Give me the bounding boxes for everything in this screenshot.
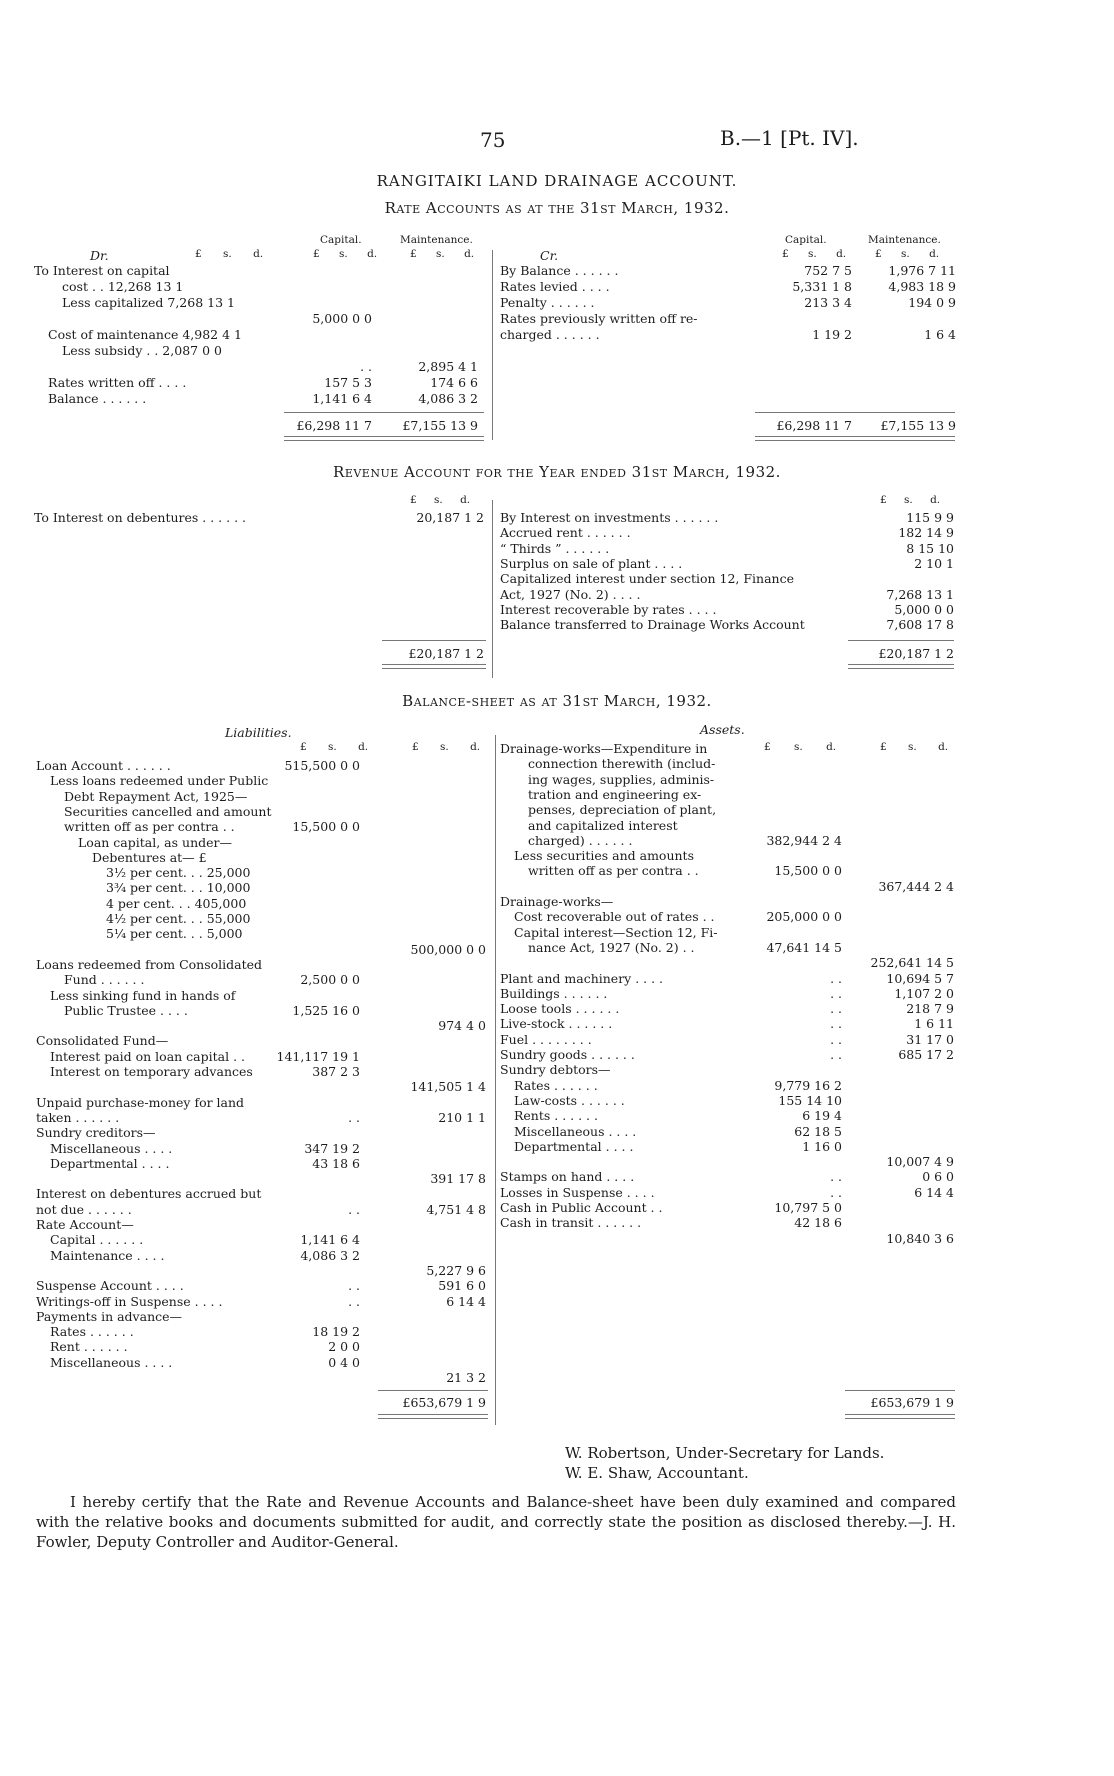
asset-total-double-rule [845,1414,955,1419]
liability-row-label: Departmental . . . . [50,1155,170,1171]
revenue-right-row [0,525,1114,540]
asset-row-label: Buildings . . . . . . [500,985,608,1001]
revenue-right-row-label: Balance transferred to Drainage Works Account [500,617,805,633]
liability-row-amount: . . [348,1293,360,1309]
dr-label: Dr. [90,248,109,263]
revenue-right-row-label: Accrued rent . . . . . . [500,525,631,541]
asset-lsd-a: £ s. d. [764,741,837,753]
rate-left-rule [284,412,484,413]
liability-row-label: Public Trustee . . . . [64,1002,188,1018]
revenue-right-row-amount: 7,608 17 8 [886,617,954,633]
rate-left-row-label: To Interest on capital [34,263,170,278]
revenue-right-row-amount: 8 15 10 [906,540,954,556]
asset-row-amount: . . [830,1184,842,1200]
rate-left-row [0,359,490,374]
rate-left-maint-header: Maintenance. [400,234,473,246]
liability-row-label: 5¼ per cent. . . 5,000 [106,926,243,942]
assets-label: Assets. [700,722,745,737]
asset-row-subtotal: 6 14 4 [914,1184,954,1200]
liability-row [0,1339,490,1354]
rate-right-total-maint: £7,155 13 9 [880,418,956,433]
asset-row-label: Cash in Public Account . . [500,1200,663,1215]
liability-row-label: Maintenance . . . . [50,1247,165,1263]
liability-row-label: Miscellaneous . . . . [50,1354,173,1370]
rate-right-row [0,263,1114,278]
asset-row-label: penses, depreciation of plant, [528,802,717,818]
revenue-right-row-amount: 7,268 13 1 [886,586,954,602]
liab-total-rule [378,1390,488,1391]
liability-row-label: not due . . . . . . [36,1201,132,1217]
asset-row-label: Departmental . . . . [514,1138,634,1154]
revenue-right-row [0,617,1114,632]
liability-row-amount: 347 19 2 [304,1140,360,1156]
revenue-right-row-amount: 182 14 9 [898,525,954,541]
asset-row-label: Cash in transit . . . . . . [500,1215,642,1231]
rate-left-row-capital: 1,141 6 4 [312,391,372,406]
liability-row-label: Debt Repayment Act, 1925— [64,788,248,804]
asset-row [0,1047,1114,1062]
rate-left-row [0,375,490,390]
revenue-right-row-amount: 2 10 1 [914,555,954,571]
liab-total: £653,679 1 9 [402,1395,486,1410]
liability-row-amount: 2 0 0 [328,1339,360,1355]
asset-row [0,772,1114,787]
rate-right-rule [755,412,955,413]
liability-row-label: 4½ per cent. . . 55,000 [106,911,251,926]
rate-left-lsd: £ s. d. [195,248,264,260]
asset-row-label: charged) . . . . . . [528,832,633,848]
asset-row [0,925,1114,940]
asset-row [0,756,1114,771]
liab-lsd-b: £ s. d. [412,741,481,753]
liability-row-label: Payments in advance— [36,1308,183,1324]
asset-row-label: ing wages, supplies, adminis- [528,771,715,787]
liability-row [0,1370,490,1385]
liability-row-label: Unpaid purchase-money for land [36,1094,245,1110]
asset-row-subtotal: 367,444 2 4 [878,878,954,894]
audit-certificate: I hereby certify that the Rate and Revenue Accounts and Balance-sheet have been duly examined and compared with the relative books and documents submitted for audit, and correctly state the position as disclosed thereby.—J. H. Fowler, Deputy Controller and Auditor-General. [36,1493,956,1551]
liability-row-amount: 515,500 0 0 [284,758,360,773]
asset-row [0,818,1114,833]
rate-right-row-maintenance: 4,983 18 9 [888,279,956,294]
asset-row-label: nance Act, 1927 (No. 2) . . [528,939,695,955]
liability-row-label: Sundry creditors— [36,1125,156,1141]
asset-row-subtotal: 1,107 2 0 [894,985,954,1001]
liability-row-label: Rate Account— [36,1217,134,1232]
asset-row-subtotal: 1 6 11 [914,1016,954,1032]
rate-right-row-capital: 1 19 2 [812,327,852,342]
asset-row [0,879,1114,894]
rate-left-row-label: cost . . 12,268 13 1 [62,279,184,294]
liability-row-subtotal: 391 17 8 [430,1171,486,1187]
asset-row-amount: 10,797 5 0 [774,1200,842,1215]
liability-row-subtotal: 500,000 0 0 [410,941,486,957]
asset-row-amount: 62 18 5 [794,1123,842,1139]
liability-row [0,1324,490,1339]
liability-row-amount: . . [348,1278,360,1294]
liability-row-subtotal: 141,505 1 4 [410,1079,486,1095]
rate-left-row [0,391,490,406]
revenue-right-total: £20,187 1 2 [878,646,954,661]
asset-row-label: Rates . . . . . . [514,1077,598,1093]
rate-left-row-capital: 5,000 0 0 [312,311,372,326]
rate-heading: Rate Accounts as at the 31st March, 1932. [384,199,730,217]
liability-row [0,1278,490,1293]
liability-row-amount: . . [348,1201,360,1217]
asset-row [0,1139,1114,1154]
asset-row-amount: . . [830,1016,842,1032]
liability-row-amount: 387 2 3 [312,1064,360,1079]
rate-left-total-maint: £7,155 13 9 [402,418,478,433]
liability-row-label: Less loans redeemed under Public [50,773,269,789]
rate-right-cap-lsd: £ s. d. [782,248,847,260]
rate-left-row-maintenance: 2,895 4 1 [418,359,478,374]
liability-row-label: Capital . . . . . . [50,1232,144,1248]
liability-row-label: Interest on temporary advances [50,1064,253,1079]
revenue-right-row-amount: 115 9 9 [906,510,954,525]
asset-row-label: tration and engineering ex- [528,786,702,802]
revenue-right-row [0,541,1114,556]
revenue-right-row-label: By Interest on investments . . . . . . [500,510,719,525]
asset-row [0,971,1114,986]
asset-row [0,848,1114,863]
rate-left-double-rule [284,436,484,441]
liability-row-label: Interest on debentures accrued but [36,1186,262,1202]
liability-row-subtotal: 974 4 0 [438,1018,486,1034]
revenue-right-row [0,571,1114,586]
liability-row-label: taken . . . . . . [36,1109,120,1125]
liability-row-amount: 43 18 6 [312,1155,360,1171]
liability-row-amount: 141,117 19 1 [276,1048,360,1064]
liability-row [0,1309,490,1324]
rate-right-maint-lsd: £ s. d. [875,248,940,260]
rate-left-row-maintenance: 4,086 3 2 [418,391,478,406]
revenue-right-double-rule [848,664,954,669]
liability-row-label: Debentures at— £ [92,849,207,865]
revenue-right-row-label: Surplus on sale of plant . . . . [500,555,683,571]
rate-right-maint-header: Maintenance. [868,234,941,246]
liability-row-label: 4 per cent. . . 405,000 [106,895,247,911]
rate-right-row [0,311,1114,326]
asset-row-label: Sundry debtors— [500,1062,611,1078]
revenue-right-row [0,587,1114,602]
revenue-left-lsd: £ s. d. [410,494,471,506]
asset-row-amount: 155 14 10 [778,1092,842,1108]
liability-row-label: Securities cancelled and amount [64,803,272,819]
revenue-left-row-amount: 20,187 1 2 [416,510,484,525]
rate-left-capital-header: Capital. [320,234,362,246]
liability-row-amount: 15,500 0 0 [292,819,360,835]
liability-row-amount: . . [348,1109,360,1125]
liability-row-label: Loans redeemed from Consolidated [36,956,263,972]
liability-row-amount: 4,086 3 2 [300,1247,360,1263]
asset-row [0,940,1114,955]
rate-left-row-label: Less subsidy . . 2,087 0 0 [62,343,222,358]
asset-row-subtotal: 31 17 0 [906,1031,954,1047]
asset-row-amount: 15,500 0 0 [774,863,842,879]
liability-row [0,1263,490,1278]
asset-row-label: Capital interest—Section 12, Fi- [514,924,718,940]
rate-right-row [0,327,1114,342]
rate-right-row-maintenance: 194 0 9 [908,295,956,310]
asset-row-amount: 47,641 14 5 [766,939,842,955]
rate-left-row-capital: 157 5 3 [324,375,372,390]
asset-row-subtotal: 10,840 3 6 [886,1230,954,1246]
rate-left-maint-lsd: £ s. d. [410,248,475,260]
rate-right-total-row [0,418,1114,433]
asset-row-amount: . . [830,1169,842,1185]
asset-row-amount: 1 16 0 [802,1138,842,1154]
asset-row [0,1185,1114,1200]
liability-row-label: 3½ per cent. . . 25,000 [106,865,251,881]
asset-total: £653,679 1 9 [870,1395,954,1410]
asset-row [0,1215,1114,1230]
asset-row [0,1078,1114,1093]
liability-row-amount: 18 19 2 [312,1324,360,1340]
asset-row [0,1032,1114,1047]
asset-row [0,1108,1114,1123]
revenue-right-row-label: Act, 1927 (No. 2) . . . . [500,586,641,602]
asset-row [0,1169,1114,1187]
rate-right-row-label: Penalty . . . . . . [500,295,595,310]
asset-row [0,1016,1114,1034]
revenue-right-row [0,602,1114,617]
page-reference: B.—1 [Pt. IV]. [720,126,859,150]
liability-row-label: Fund . . . . . . [64,972,145,988]
liability-row-subtotal: 591 6 0 [438,1278,486,1294]
liabilities-label: Liabilities. [225,725,292,740]
rate-left-row [0,343,490,358]
revenue-heading: Revenue Account for the Year ended 31st March, 1932. [333,463,781,481]
rate-right-row-maintenance: 1,976 7 11 [888,263,956,278]
asset-row-label: Cost recoverable out of rates . . [514,909,715,925]
asset-row [0,1200,1114,1215]
asset-row [0,1062,1114,1077]
asset-row-label: Losses in Suspense . . . . [500,1184,655,1200]
asset-row [0,1124,1114,1139]
rate-right-double-rule [755,436,955,441]
revenue-right-row-label: Capitalized interest under section 12, Finance [500,571,795,587]
signature-robertson: W. Robertson, Under-Secretary for Lands. [565,1444,885,1462]
revenue-right-row-label: “ Thirds ” . . . . . . [500,540,610,556]
document-title: RANGITAIKI LAND DRAINAGE ACCOUNT. [376,172,738,190]
liability-row-label: Loan Account . . . . . . [36,758,171,773]
rate-right-row [0,295,1114,310]
asset-row-label: Live-stock . . . . . . [500,1016,613,1032]
asset-row [0,986,1114,1001]
rate-right-row-capital: 5,331 1 8 [792,279,852,294]
asset-row-amount: 205,000 0 0 [766,909,842,925]
liab-total-double-rule [378,1414,488,1419]
liability-row-amount: 1,141 6 4 [300,1232,360,1248]
liability-row-label: written off as per contra . . [64,819,235,835]
liability-row-amount: 0 4 0 [328,1354,360,1370]
rate-left-total-capital: £6,298 11 7 [296,418,372,433]
revenue-right-row [0,556,1114,571]
liability-row-subtotal: 6 14 4 [446,1293,486,1309]
liability-row-label: Suspense Account . . . . [36,1278,184,1294]
asset-row-amount: 6 19 4 [802,1108,842,1124]
signature-shaw: W. E. Shaw, Accountant. [565,1464,749,1482]
rate-right-row-label: By Balance . . . . . . [500,263,619,278]
asset-row-label: connection therewith (includ- [528,756,716,772]
cr-label: Cr. [540,248,559,263]
liability-row-amount: 1,525 16 0 [292,1002,360,1018]
asset-row-label: Drainage-works— [500,894,614,909]
revenue-right-lsd: £ s. d. [880,494,941,506]
liability-row [0,1355,490,1370]
liab-lsd-a: £ s. d. [300,741,369,753]
rate-right-row-capital: 213 3 4 [804,295,852,310]
asset-row [0,863,1114,881]
asset-row [0,1001,1114,1016]
asset-row-label: Plant and machinery . . . . [500,970,664,986]
liability-row-subtotal: 5,227 9 6 [426,1262,486,1278]
asset-row [0,741,1114,756]
asset-row-label: Law-costs . . . . . . [514,1092,625,1108]
rate-left-row-label: Balance . . . . . . [48,391,147,406]
rate-divider [492,250,493,440]
asset-row-subtotal: 0 6 0 [922,1169,954,1185]
liability-row-label: 3¾ per cent. . . 10,000 [106,880,251,896]
asset-row-label: Miscellaneous . . . . [514,1123,637,1139]
asset-row [0,1231,1114,1246]
asset-total-rule [845,1390,955,1391]
liability-row [0,1294,490,1309]
asset-row-subtotal: 218 7 9 [906,1001,954,1017]
asset-row-label: and capitalized interest [528,817,678,833]
rate-right-row-label: Rates levied . . . . [500,279,610,294]
rate-right-total-capital: £6,298 11 7 [776,418,852,433]
liability-row-label: Consolidated Fund— [36,1033,169,1049]
liability-row [0,1248,490,1263]
asset-row-label: Drainage-works—Expenditure in [500,741,708,756]
asset-row-subtotal: 685 17 2 [898,1047,954,1062]
rate-left-cap-lsd: £ s. d. [313,248,378,260]
revenue-right-rule [848,640,954,641]
asset-row-amount: . . [830,985,842,1001]
rate-right-row [0,279,1114,294]
liability-row-subtotal: 21 3 2 [446,1370,486,1385]
rate-left-row-label: Less capitalized 7,268 13 1 [62,295,235,310]
rate-left-row-capital: . . [360,359,372,374]
rate-right-row-capital: 752 7 5 [804,263,852,278]
asset-row [0,894,1114,909]
asset-row [0,1154,1114,1169]
asset-row-subtotal: 10,694 5 7 [886,970,954,986]
asset-row [0,909,1114,924]
asset-row-label: Fuel . . . . . . . . [500,1031,592,1047]
asset-row-label: Less securities and amounts [514,848,694,864]
asset-row-label: Sundry goods . . . . . . [500,1047,635,1062]
asset-row-amount: 382,944 2 4 [766,832,842,848]
asset-row-subtotal: 252,641 14 5 [870,955,954,971]
revenue-right-row [0,510,1114,525]
rate-left-row-label: Cost of maintenance 4,982 4 1 [48,327,242,342]
rate-right-row-label: charged . . . . . . [500,327,600,342]
asset-total-row [0,1395,1114,1410]
liability-row-label: Writings-off in Suspense . . . . [36,1293,223,1309]
rate-right-capital-header: Capital. [785,234,827,246]
balance-heading: Balance-sheet as at 31st March, 1932. [402,692,712,710]
liability-row-label: Loan capital, as under— [78,834,232,850]
asset-row-label: Stamps on hand . . . . [500,1169,635,1185]
revenue-left-total: £20,187 1 2 [408,646,484,661]
revenue-left-double-rule [382,664,486,669]
page-number: 75 [480,128,506,152]
rate-right-row-maintenance: 1 6 4 [924,327,956,342]
revenue-right-row-amount: 5,000 0 0 [894,601,954,617]
asset-row-amount: . . [830,1031,842,1047]
asset-row-label: Rents . . . . . . [514,1108,598,1124]
liability-row-label: Rates . . . . . . [50,1324,134,1340]
asset-row [0,833,1114,848]
liability-row-subtotal: 4,751 4 8 [426,1201,486,1217]
asset-row [0,787,1114,802]
revenue-right-total-row [0,646,1114,661]
asset-row-label: Loose tools . . . . . . [500,1001,620,1017]
rate-left-row-maintenance: 174 6 6 [430,375,478,390]
asset-row [0,802,1114,817]
asset-row-label: written off as per contra . . [528,863,699,879]
asset-lsd-b: £ s. d. [880,741,949,753]
revenue-left-rule [382,640,486,641]
liability-row-label: Rent . . . . . . [50,1339,128,1355]
rate-right-row-label: Rates previously written off re- [500,311,698,326]
asset-row [0,1093,1114,1108]
liability-row-label: Less sinking fund in hands of [50,987,236,1003]
rate-left-row-label: Rates written off . . . . [48,375,187,390]
asset-row-amount: . . [830,1047,842,1062]
liability-row-subtotal: 210 1 1 [438,1109,486,1125]
asset-row-amount: 9,779 16 2 [774,1077,842,1093]
liability-row-label: Miscellaneous . . . . [50,1140,173,1156]
revenue-right-row-label: Interest recoverable by rates . . . . [500,601,717,617]
asset-row-amount: 42 18 6 [794,1215,842,1231]
balance-divider [495,735,496,1425]
asset-row [0,955,1114,970]
liability-row-amount: 2,500 0 0 [300,972,360,988]
asset-row-amount: . . [830,1001,842,1017]
revenue-left-row-label: To Interest on debentures . . . . . . [34,510,246,525]
asset-row-subtotal: 10,007 4 9 [886,1154,954,1170]
asset-row-amount: . . [830,970,842,986]
liability-row-label: Interest paid on loan capital . . [50,1048,245,1064]
